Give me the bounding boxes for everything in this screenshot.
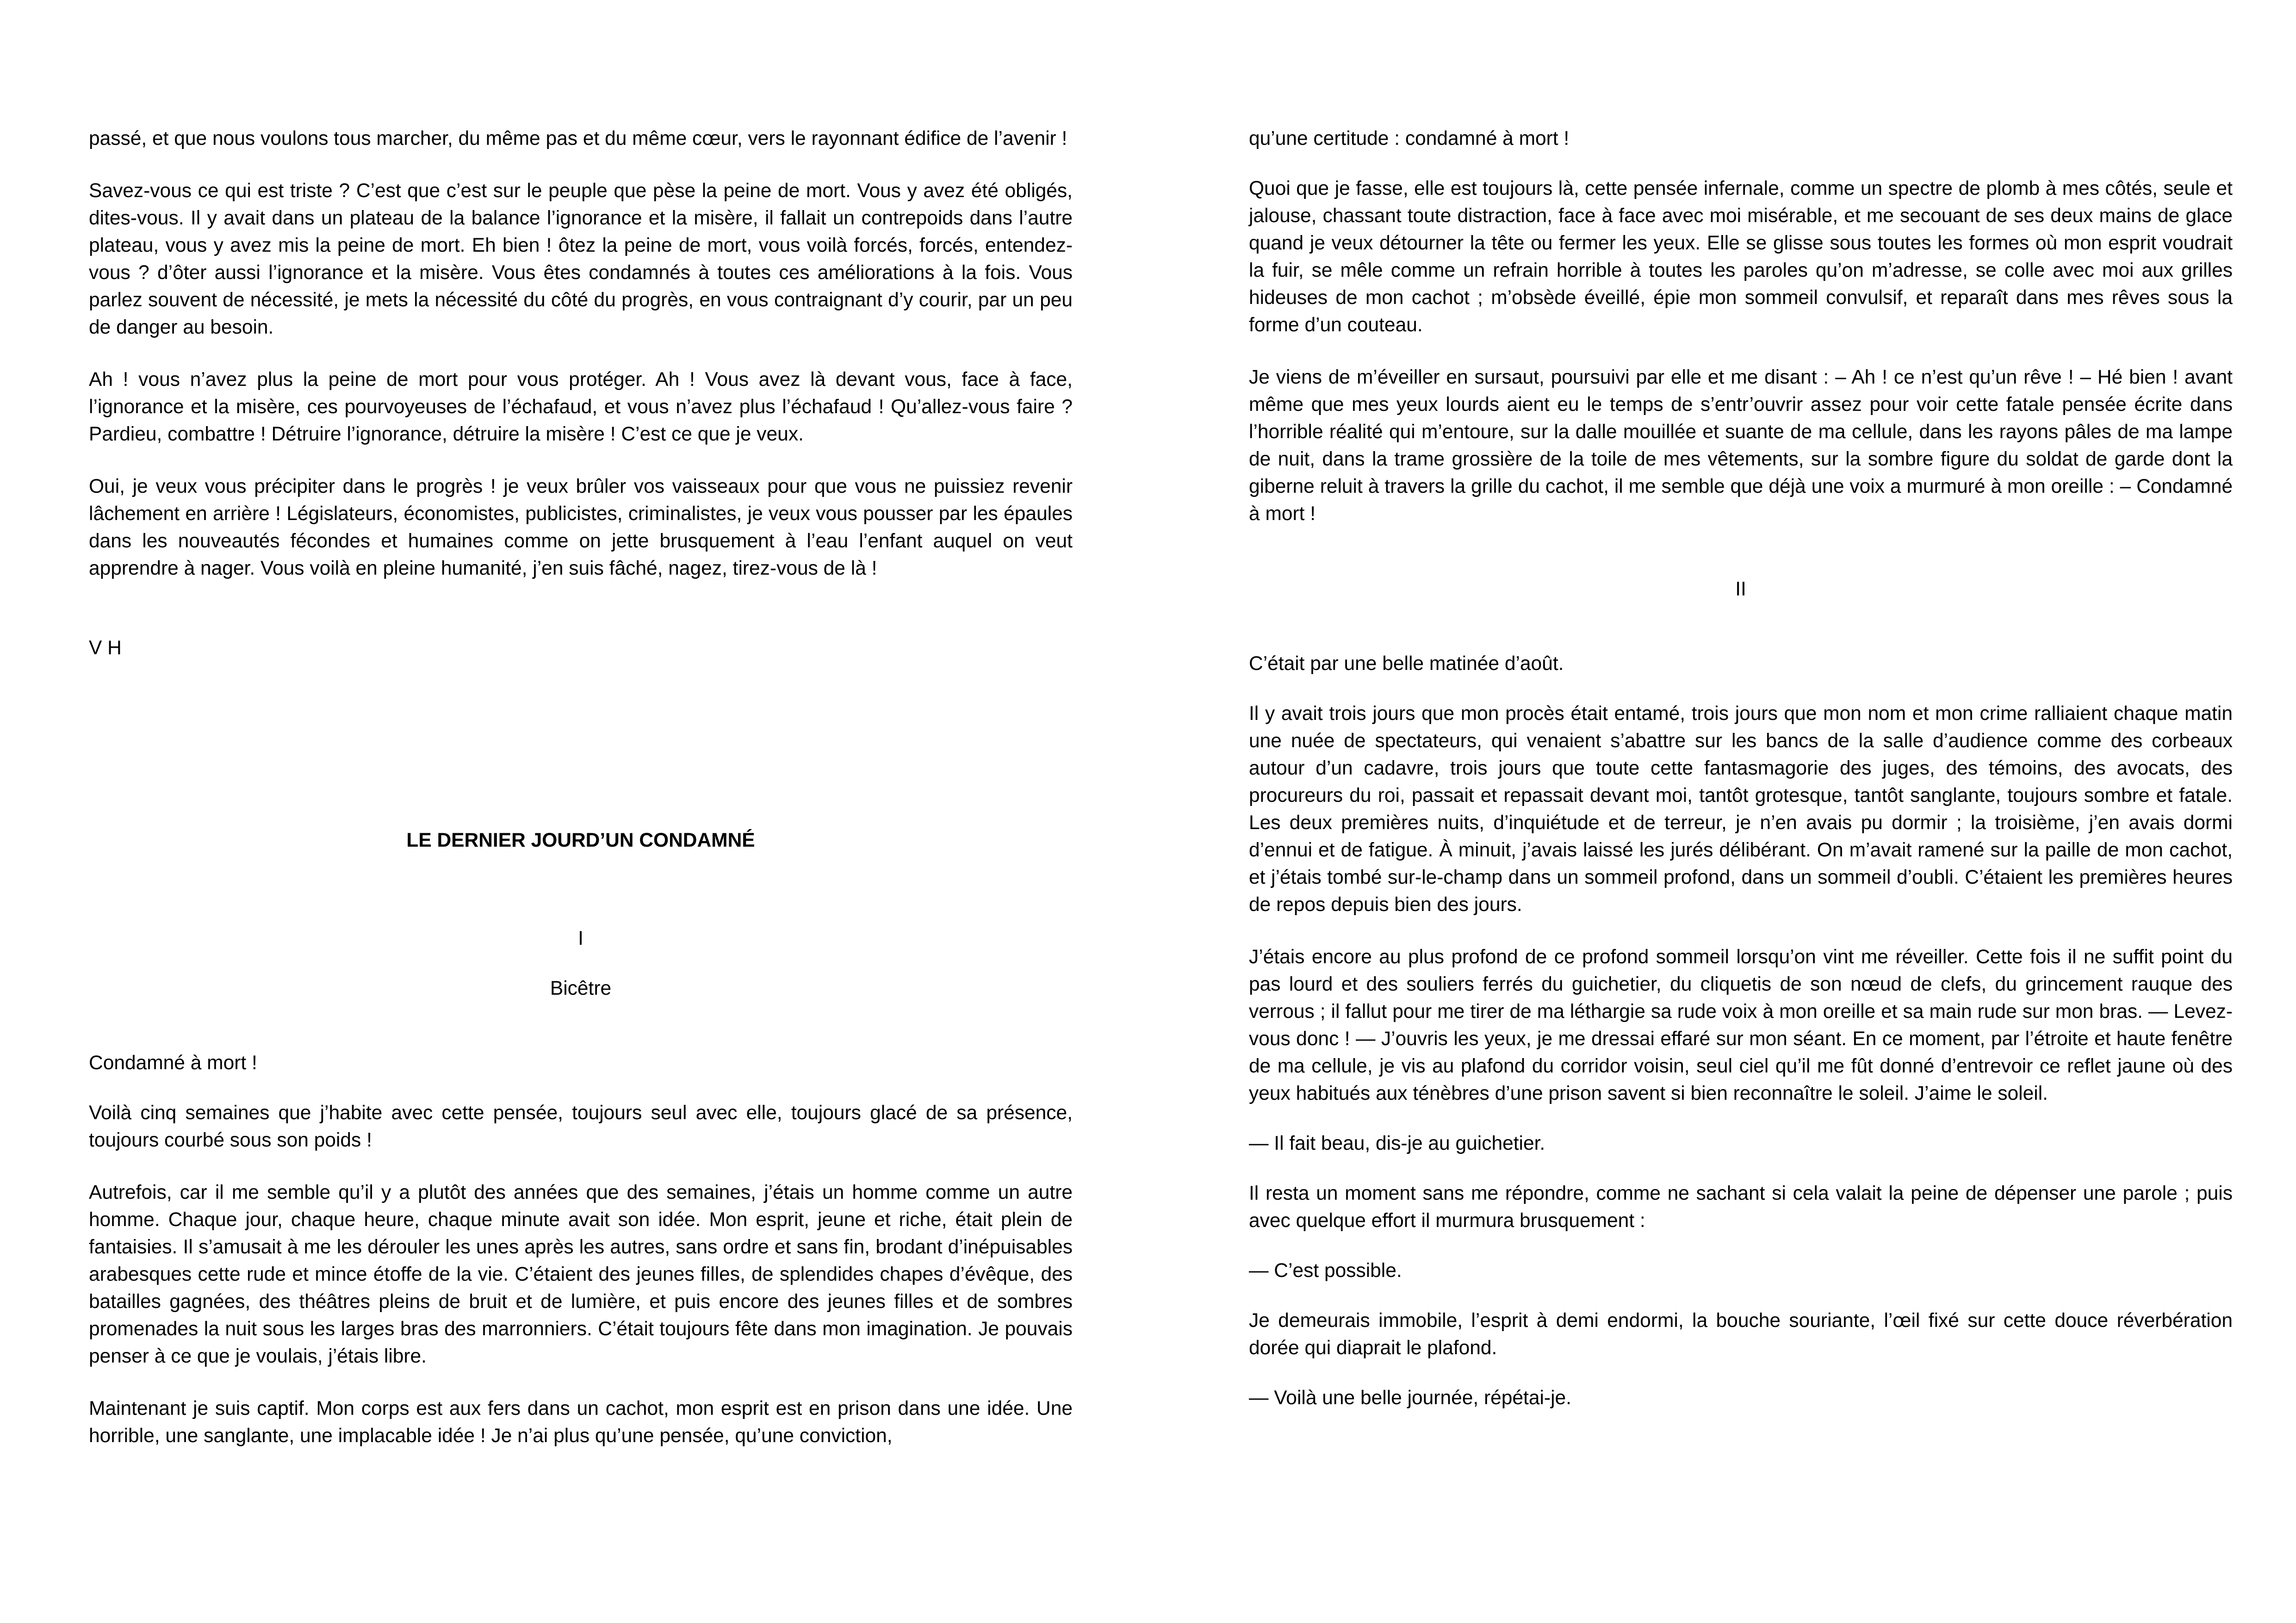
paragraph: Il resta un moment sans me répondre, comme ne sachant si cela valait la peine de dépenser une parole ; puis avec quelque effort il murmura brusquement : — [1249, 1183, 2233, 1232]
paragraph: qu’une certitude : condamné à mort ! — [1249, 128, 1570, 149]
paragraph: Ah ! vous n’avez plus la peine de mort pour vous protéger. Ah ! Vous avez là devant vous, face à face, l’ignorance et la misère, ces pourvoyeuses de l’échafaud, et vous n’avez plus l’échafaud ! Qu’allez-vous faire ? Pardieu, combattre ! Détruire l’ignorance, détruire la misère ! C’est ce que je veux. — [89, 369, 1073, 445]
paragraph: Je viens de m’éveiller en sursaut, poursuivi par elle et me disant : – Ah ! ce n’est qu’un rêve ! – Hé bien ! avant même que mes yeux lourds aient eu le temps de s’entr’ouvrir assez pour voir cette fatale pensée écrite dans l’horrible réalité qui m’entoure, sur la dalle mouillée et suante de ma cellule, dans les rayons pâles de ma lampe de nuit, dans la trame grossière de la toile de mes vêtements, sur la sombre figure du soldat de garde dont la giberne reluit à travers la grille du cachot, il me semble que déjà une voix a murmuré à mon oreille : – Condamné à mort ! — [1249, 366, 2233, 525]
paragraph: Je demeurais immobile, l’esprit à demi endormi, la bouche souriante, l’œil fixé sur cette douce réverbération dorée qui diaprait le plafond. — [1249, 1310, 2233, 1359]
paragraph: C’était par une belle matinée d’août. — [1249, 653, 1564, 675]
book-title: LE DERNIER JOURD’UN CONDAMNÉ — [406, 830, 755, 851]
paragraph: passé, et que nous voulons tous marcher, du même pas et du même cœur, vers le rayonnant édifice de l’avenir ! — [89, 128, 1067, 149]
paragraph: Savez-vous ce qui est triste ? C’est que c’est sur le peuple que pèse la peine de mort. Vous y avez été obligés, dites-vous. Il y avait dans un plateau de la balance l’ignorance et la misère, il fallait un contrepoids dans l’autre plateau, vous y avez mis la peine de mort. Eh bien ! ôtez la peine de mort, vous voilà forcés, forcés, entendez-vous ? d’ôter aussi l’ignorance et la misère. Vous êtes condamnés à toutes ces améliorations à la fois. Vous parlez souvent de nécessité, je mets la nécessité du côté du progrès, en vous contraignant d’y courir, par un peu de danger au besoin. — [89, 180, 1073, 338]
paragraph: Oui, je veux vous précipiter dans le progrès ! je veux brûler vos vaisseaux pour que vous ne puissiez revenir lâchement en arrière ! Législateurs, économistes, publicistes, criminalistes, je veux vous pousser par les épaules dans les nouveautés fécondes et humaines comme on jette brusquement à l’eau l’enfant auquel on veut apprendre à nager. Vous voilà en pleine humanité, j’en suis fâché, nagez, tirez-vous de là ! — [89, 476, 1073, 579]
paragraph: J’étais encore au plus profond de ce profond sommeil lorsqu’on vint me réveiller. Cette fois il ne suffit point du pas lourd et des souliers ferrés du guichetier, du cliquetis de son nœud de clefs, du grincement rauque des verrous ; il fallut pour me tirer de ma léthargie sa rude voix à mon oreille et sa main rude sur mon bras. — Levez-vous donc ! — J’ouvris les yeux, je me dressai effaré sur mon séant. En ce moment, par l’étroite et haute fenêtre de ma cellule, je vis au plafond du corridor voisin, seul ciel qu’il me fût donné d’entrevoir ce reflet jaune où des yeux habitués aux ténèbres d’une prison savent si bien reconnaître le soleil. J’aime le soleil. — [1249, 946, 2233, 1104]
paragraph: — Il fait beau, dis-je au guichetier. — [1249, 1133, 1545, 1154]
paragraph: Maintenant je suis captif. Mon corps est aux fers dans un cachot, mon esprit est en prison dans une idée. Une horrible, une sanglante, une implacable idée ! Je n’ai plus qu’une pensée, qu’une conviction, — [89, 1398, 1073, 1447]
signature: V H — [89, 637, 122, 659]
chapter-title: Bicêtre — [550, 978, 612, 999]
paragraph: — Voilà une belle journée, répétai-je. — [1249, 1387, 1571, 1409]
paragraph: Voilà cinq semaines que j’habite avec cette pensée, toujours seul avec elle, toujours glacé de sa présence, toujours courbé sous son poids ! — [89, 1102, 1073, 1151]
chapter-number: I — [578, 928, 583, 949]
paragraph: Condamné à mort ! — [89, 1052, 257, 1074]
left-page — [89, 125, 1073, 1450]
paragraph: Quoi que je fasse, elle est toujours là, cette pensée infernale, comme un spectre de plomb à mes côtés, seule et jalouse, chassant toute distraction, face à face avec moi misérable, et me secouant de ses deux mains de glace quand je veux détourner la tête ou fermer les yeux. Elle se glisse sous toutes les formes où mon esprit voudrait la fuir, se mêle comme un refrain horrible à toutes les paroles qu’on m’adresse, se colle avec moi aux grilles hideuses de mon cachot ; m’obsède éveillé, épie mon sommeil convulsif, et reparaît dans mes rêves sous la forme d’un couteau. — [1249, 178, 2233, 336]
paragraph: Autrefois, car il me semble qu’il y a plutôt des années que des semaines, j’étais un homme comme un autre homme. Chaque jour, chaque heure, chaque minute avait son idée. Mon esprit, jeune et riche, était plein de fantaisies. Il s’amusait à me les dérouler les unes après les autres, sans ordre et sans fin, brodant d’inépuisables arabesques cette rude et mince étoffe de la vie. C’étaient des jeunes filles, de splendides chapes d’évêque, des batailles gagnées, des théâtres pleins de bruit et de lumière, et puis encore des jeunes filles et de sombres promenades la nuit sous les larges bras des marronniers. C’était toujours fête dans mon imagination. Je pouvais penser à ce que je voulais, j’étais libre. — [89, 1182, 1073, 1367]
paragraph: Il y avait trois jours que mon procès était entamé, trois jours que mon nom et mon crime ralliaient chaque matin une nuée de spectateurs, qui venaient s’abattre sur les bancs de la salle d’audience comme des corbeaux autour d’un cadavre, trois jours que toute cette fantasmagorie des juges, des témoins, des avocats, des procureurs du roi, passait et repassait devant moi, tantôt grotesque, tantôt sanglante, toujours sombre et fatale. Les deux premières nuits, d’inquiétude et de terreur, je n’en avais pu dormir ; la troisième, j’en avais dormi d’ennui et de fatigue. À minuit, j’avais laissé les jurés délibérant. On m’avait ramené sur la paille de mon cachot, et j’étais tombé sur-le-champ dans un sommeil profond, dans un sommeil d’oubli. C’étaient les premières heures de repos depuis bien des jours. — [1249, 703, 2233, 916]
right-page — [1249, 125, 2233, 1412]
paragraph: — C’est possible. — [1249, 1260, 1402, 1282]
chapter-number: II — [1735, 578, 1746, 600]
